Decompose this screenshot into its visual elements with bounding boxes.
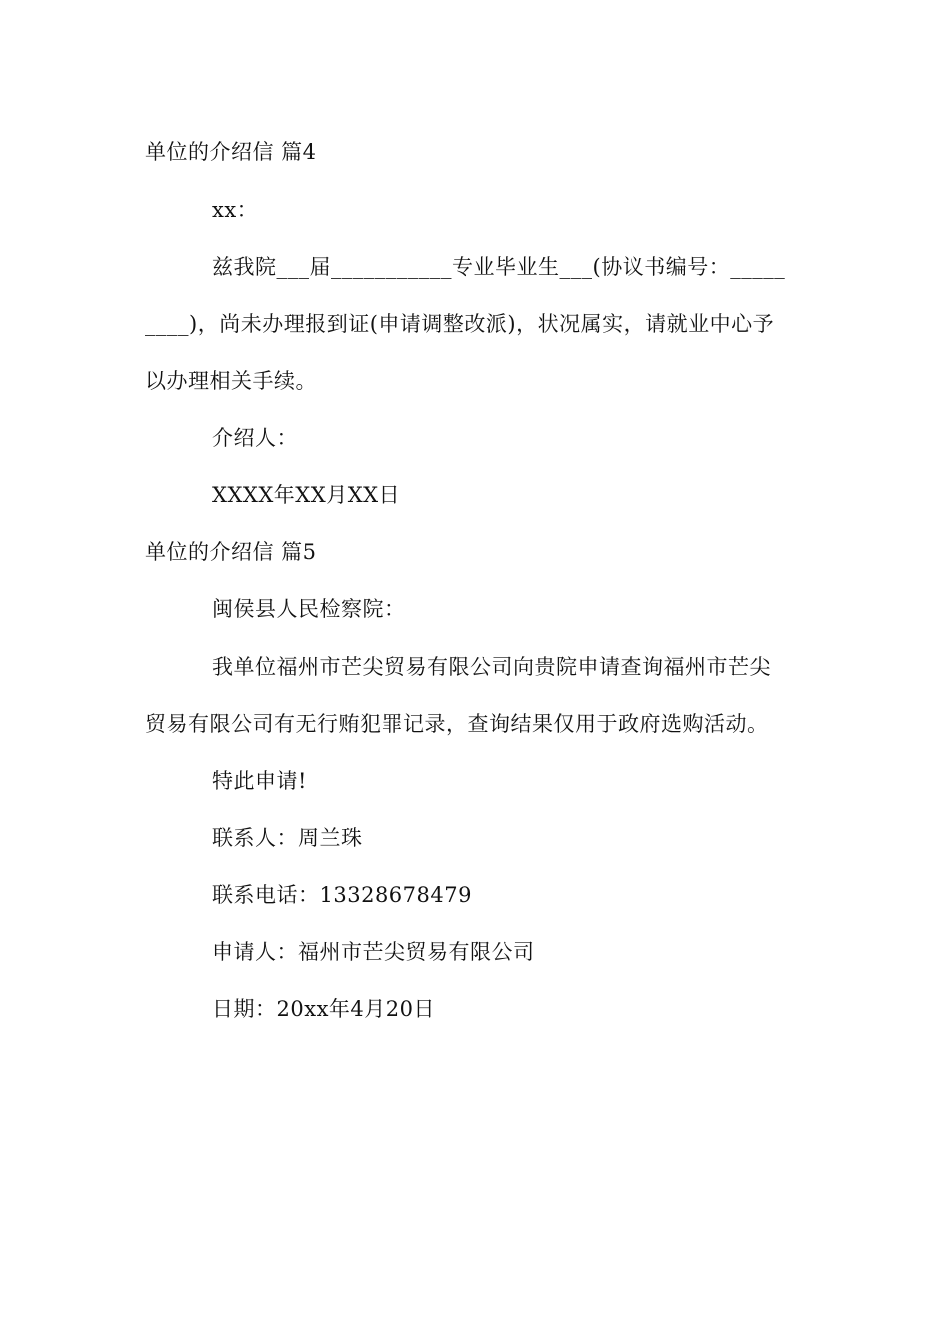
section4-body-line1: 兹我院___届___________专业毕业生___(协议书编号：_____ bbox=[212, 255, 786, 279]
section5-phone: 联系电话：13328678479 bbox=[212, 883, 472, 907]
section5-contact: 联系人：周兰珠 bbox=[212, 826, 363, 850]
section4-body-line2: ____)，尚未办理报到证(申请调整改派)，状况属实，请就业中心予 bbox=[145, 312, 775, 336]
section4-body-line3: 以办理相关手续。 bbox=[145, 369, 317, 393]
section5-closing: 特此申请! bbox=[212, 769, 307, 793]
section4-date: XXXX年XX月XX日 bbox=[212, 483, 401, 507]
section5-applicant: 申请人：福州市芒尖贸易有限公司 bbox=[212, 940, 535, 964]
section5-body-line2: 贸易有限公司有无行贿犯罪记录，查询结果仅用于政府选购活动。 bbox=[145, 712, 769, 736]
section5-heading: 单位的介绍信 篇5 bbox=[145, 540, 317, 564]
section4-salutation: xx： bbox=[212, 198, 259, 222]
section5-salutation: 闽侯县人民检察院： bbox=[212, 597, 406, 621]
section4-heading: 单位的介绍信 篇4 bbox=[145, 140, 317, 164]
section5-body-line1: 我单位福州市芒尖贸易有限公司向贵院申请查询福州市芒尖 bbox=[212, 655, 771, 679]
section5-date: 日期：20xx年4月20日 bbox=[212, 997, 435, 1021]
section4-introducer: 介绍人： bbox=[212, 426, 298, 450]
